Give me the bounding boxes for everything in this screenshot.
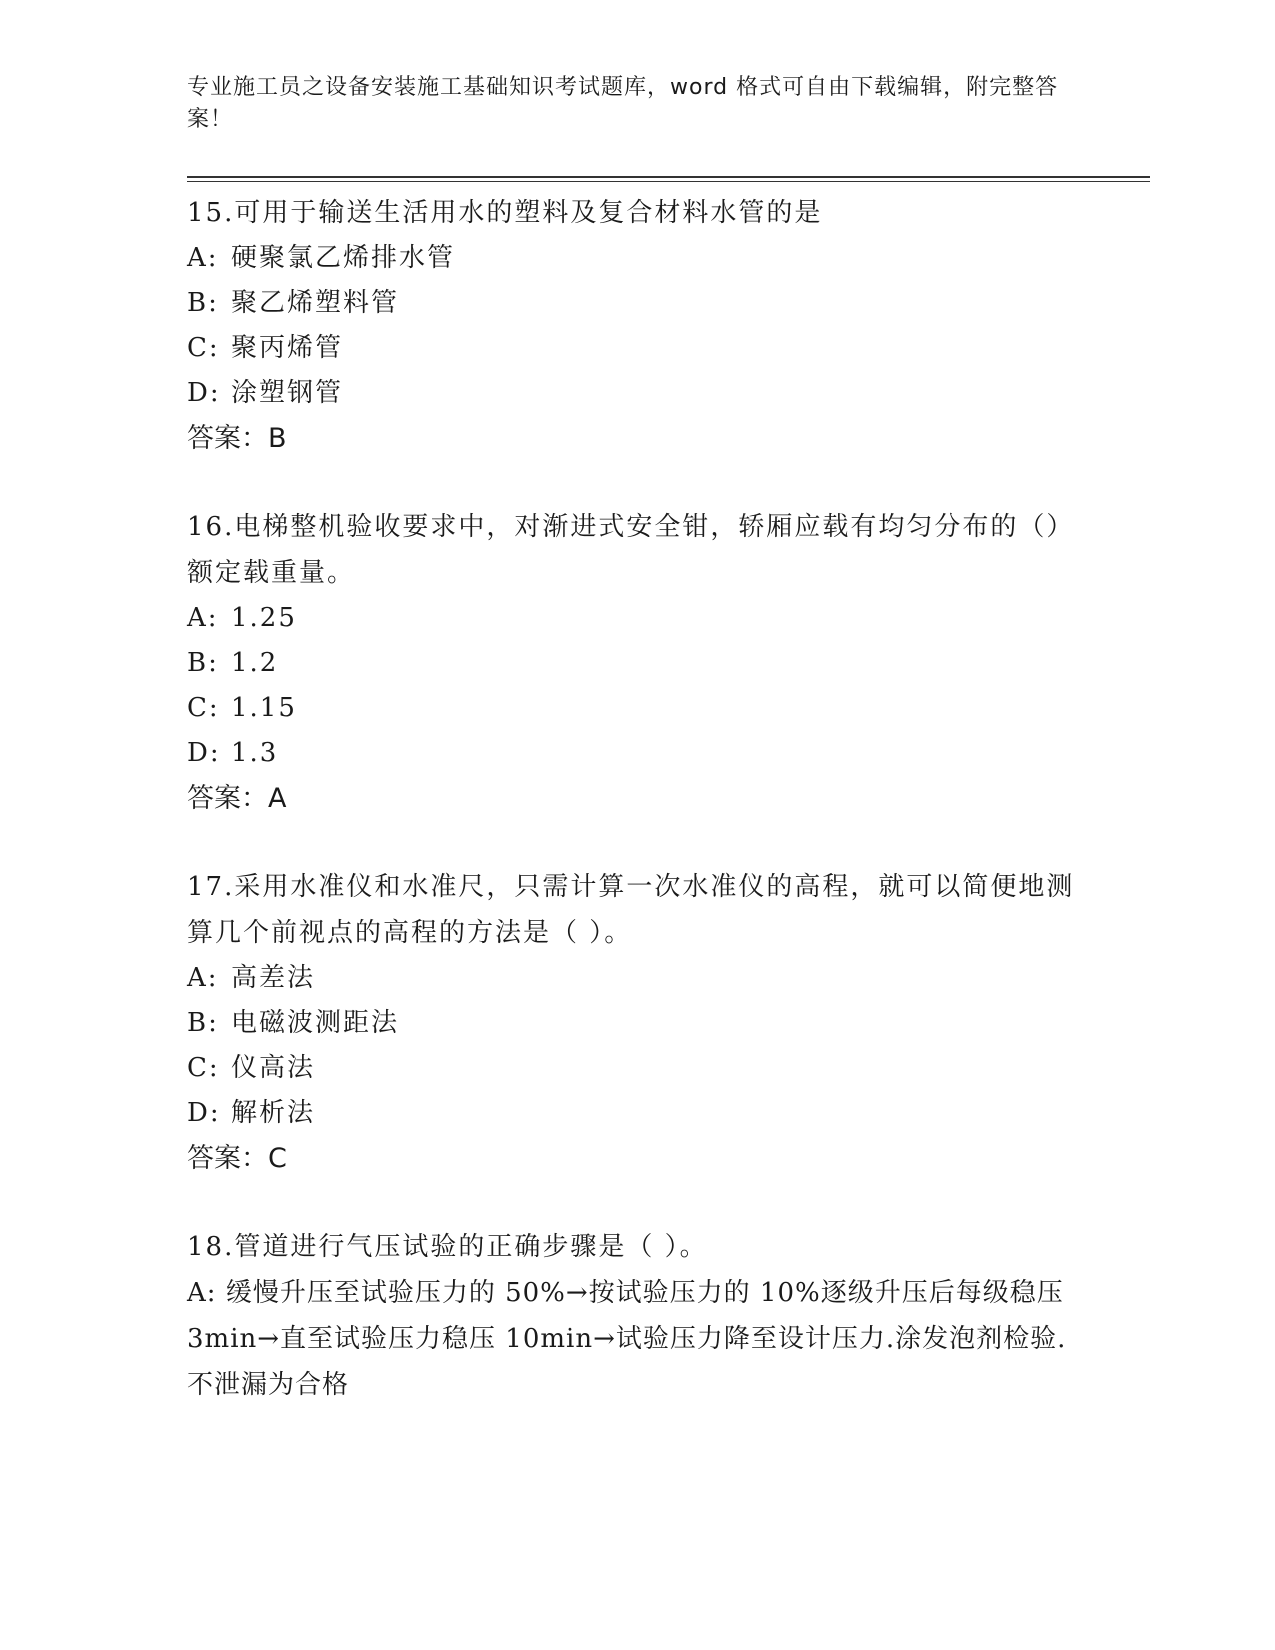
option-key: C: bbox=[187, 693, 220, 723]
option-text: 仪高法 bbox=[231, 1053, 316, 1083]
option-a bbox=[187, 956, 1087, 1001]
option-text: 1.3 bbox=[231, 738, 279, 768]
option-text: 解析法 bbox=[231, 1098, 316, 1128]
option-text: 电磁波测距法 bbox=[231, 1008, 400, 1038]
option-key: C: bbox=[187, 333, 220, 363]
question-title: 18.管道进行气压试验的正确步骤是（ ）。 bbox=[187, 1232, 708, 1262]
option-key: D: bbox=[187, 378, 221, 408]
option-key: B: bbox=[187, 288, 219, 318]
question-list bbox=[187, 190, 1087, 1408]
option-text: 1.25 bbox=[231, 603, 297, 633]
option-text: 高差法 bbox=[231, 963, 316, 993]
option-d bbox=[187, 371, 1087, 416]
header-divider-thick bbox=[187, 176, 1150, 178]
option-d bbox=[187, 731, 1087, 776]
option-key: A: bbox=[187, 603, 219, 633]
option-text: 聚乙烯塑料管 bbox=[231, 288, 400, 318]
question-18 bbox=[187, 1224, 1087, 1408]
option-a bbox=[187, 236, 1087, 281]
question-title: 16.电梯整机验收要求中，对渐进式安全钳，轿厢应载有均匀分布的（）额定载重量。 bbox=[187, 512, 1075, 588]
option-text: 硬聚氯乙烯排水管 bbox=[231, 243, 456, 273]
option-key: D: bbox=[187, 1098, 221, 1128]
option-key: A: bbox=[187, 963, 219, 993]
answer: 答案：C bbox=[187, 1143, 287, 1174]
question-16 bbox=[187, 504, 1087, 822]
option-text: 1.15 bbox=[231, 693, 297, 723]
option-key: A: bbox=[187, 1278, 217, 1308]
option-b bbox=[187, 1001, 1087, 1046]
option-c bbox=[187, 326, 1087, 371]
option-a bbox=[187, 1270, 1077, 1408]
option-c bbox=[187, 686, 1087, 731]
question-title: 17.采用水准仪和水准尺，只需计算一次水准仪的高程，就可以简便地测算几个前视点的高程的方法是（ ）。 bbox=[187, 872, 1075, 948]
option-b bbox=[187, 641, 1087, 686]
answer: 答案：B bbox=[187, 423, 287, 454]
option-text: 缓慢升压至试验压力的 50%→按试验压力的 10%逐级升压后每级稳压 3min→直至试验压力稳压 10min→试验压力降至设计压力.涂发泡剂检验.不泄漏为合格 bbox=[187, 1278, 1067, 1400]
question-title: 15.可用于输送生活用水的塑料及复合材料水管的是 bbox=[187, 198, 823, 228]
option-c bbox=[187, 1046, 1087, 1091]
question-17 bbox=[187, 864, 1087, 1182]
option-key: C: bbox=[187, 1053, 220, 1083]
option-key: B: bbox=[187, 648, 219, 678]
option-key: A: bbox=[187, 243, 219, 273]
answer: 答案：A bbox=[187, 783, 287, 814]
option-d bbox=[187, 1091, 1087, 1136]
option-key: D: bbox=[187, 738, 221, 768]
header-divider-thin bbox=[187, 181, 1150, 182]
question-15 bbox=[187, 190, 1087, 462]
option-a bbox=[187, 596, 1087, 641]
option-text: 涂塑钢管 bbox=[231, 378, 344, 408]
option-text: 聚丙烯管 bbox=[231, 333, 344, 363]
option-text: 1.2 bbox=[231, 648, 279, 678]
option-b bbox=[187, 281, 1087, 326]
option-key: B: bbox=[187, 1008, 219, 1038]
document-header: 专业施工员之设备安装施工基础知识考试题库，word 格式可自由下载编辑，附完整答案！ bbox=[187, 75, 1059, 132]
